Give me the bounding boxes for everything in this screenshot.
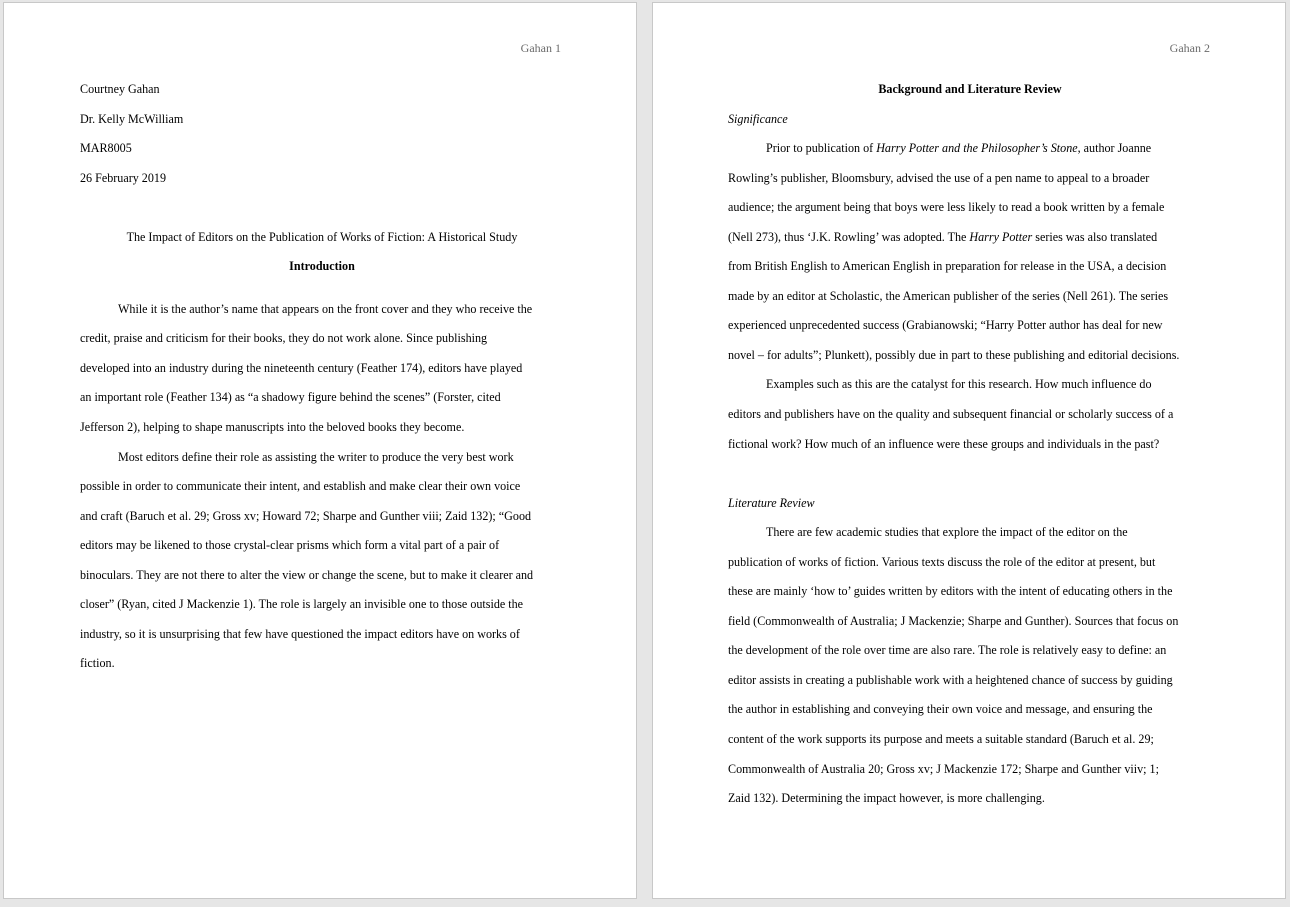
paragraph-line: editors and publishers have on the quality and subsequent financial or scholarly success of a xyxy=(728,407,1174,422)
section-heading-background: Background and Literature Review xyxy=(878,82,1062,96)
author-name: Courtney Gahan xyxy=(80,82,160,96)
subheading-literature-review: Literature Review xyxy=(728,495,815,510)
paragraph-line: Examples such as this are the catalyst for this research. How much influence do xyxy=(766,377,1152,392)
blank-line xyxy=(80,193,564,223)
paragraph-line xyxy=(728,223,1212,253)
paragraph-line: Rowling’s publisher, Bloomsbury, advised the use of a pen name to appeal to a broader xyxy=(728,170,1150,185)
paragraph-line: industry, so it is unsurprising that few have questioned the impact editors have on works of xyxy=(80,626,520,641)
paragraph-line xyxy=(728,134,1212,164)
paragraph-line: these are mainly ‘how to’ guides written by editors with the intent of educating others in the xyxy=(728,584,1173,599)
paragraph-line: fictional work? How much of an influence were these groups and individuals in the past? xyxy=(728,436,1160,451)
subheading-significance: Significance xyxy=(728,111,788,126)
document-page-1[interactable] xyxy=(3,2,637,899)
blank-line xyxy=(80,282,564,295)
paragraph-line: and craft (Baruch et al. 29; Gross xv; Howard 72; Sharpe and Gunther viii; Zaid 132); “Good xyxy=(80,508,532,523)
page-1-body[interactable] xyxy=(80,75,564,679)
section-heading-introduction: Introduction xyxy=(289,259,355,274)
paragraph-line: from British English to American English in preparation for release in the USA, a decision xyxy=(728,259,1167,274)
paragraph-line: Zaid 132). Determining the impact however, is more challenging. xyxy=(728,791,1045,806)
text-run: (Nell 273), thus ‘J.K. Rowling’ was adopted. The xyxy=(728,229,970,244)
paragraph-line: made by an editor at Scholastic, the American publisher of the series (Nell 261). The series xyxy=(728,288,1169,303)
paragraph-significance-1 xyxy=(728,134,1212,370)
paragraph-line: editor assists in creating a publishable work with a heightened chance of success by guiding xyxy=(728,672,1173,687)
paragraph-line: Commonwealth of Australia 20; Gross xv; J Mackenzie 172; Sharpe and Gunther viiv; 1; xyxy=(728,761,1159,776)
paragraph-line: experienced unprecedented success (Grabianowski; “Harry Potter author has deal for new xyxy=(728,318,1163,333)
document-page-2[interactable] xyxy=(652,2,1286,899)
paragraph-significance-2 xyxy=(728,370,1212,459)
document-date: 26 February 2019 xyxy=(80,170,166,185)
course-code: MAR8005 xyxy=(80,141,132,156)
paragraph-line: content of the work supports its purpose and meets a suitable standard (Baruch et al. 29; xyxy=(728,732,1154,747)
paragraph-line: While it is the author’s name that appears on the front cover and they who receive the xyxy=(118,301,533,316)
paragraph-line: publication of works of fiction. Various texts discuss the role of the editor at present, but xyxy=(728,554,1156,569)
paragraph-line: possible in order to communicate their intent, and establish and make clear their own voice xyxy=(80,479,521,494)
text-run: , author Joanne xyxy=(1077,141,1152,156)
paragraph-line: developed into an industry during the nineteenth century (Feather 174), editors have played xyxy=(80,360,523,375)
page-2-body[interactable] xyxy=(728,75,1212,814)
series-title: Harry Potter xyxy=(969,229,1033,244)
blank-line xyxy=(728,459,1212,489)
text-run: Prior to publication of xyxy=(766,141,877,156)
book-title: Harry Potter and the Philosopher’s Stone xyxy=(876,141,1078,156)
paragraph-line: Jefferson 2), helping to shape manuscripts into the beloved books they become. xyxy=(80,420,465,435)
paragraph-line: the author in establishing and conveying their own voice and message, and ensuring the xyxy=(728,702,1153,717)
paragraph-line: closer” (Ryan, cited J Mackenzie 1). The role is largely an invisible one to those outside the xyxy=(80,597,524,612)
paragraph-line: editors may be likened to those crystal-clear prisms which form a vital part of a pair of xyxy=(80,538,500,553)
paragraph-line: audience; the argument being that boys were less likely to read a book written by a female xyxy=(728,200,1165,215)
paragraph-literature-review xyxy=(728,518,1212,813)
paragraph-line: field (Commonwealth of Australia; J Mackenzie; Sharpe and Gunther). Sources that focus on xyxy=(728,613,1179,628)
paragraph-line: the development of the role over time are also rare. The role is relatively easy to define: an xyxy=(728,643,1167,658)
instructor-name: Dr. Kelly McWilliam xyxy=(80,111,184,126)
paragraph-line: fiction. xyxy=(80,656,115,671)
paragraph-line: Most editors define their role as assisting the writer to produce the very best work xyxy=(118,449,514,464)
paragraph-line: credit, praise and criticism for their books, they do not work alone. Since publishing xyxy=(80,331,488,346)
paragraph-line: novel – for adults”; Plunkett), possibly due in part to these publishing and editorial decisions. xyxy=(728,347,1180,362)
paragraph-2 xyxy=(80,443,564,679)
paragraph-1 xyxy=(80,295,564,443)
paragraph-line: an important role (Feather 134) as “a shadowy figure behind the scenes” (Forster, cited xyxy=(80,390,501,405)
paragraph-line: binoculars. They are not there to alter the view or change the scene, but to make it clearer and xyxy=(80,567,534,582)
text-run: series was also translated xyxy=(1032,229,1158,244)
paragraph-line: There are few academic studies that explore the impact of the editor on the xyxy=(766,525,1128,540)
running-head: Gahan 1 xyxy=(520,41,561,55)
document-title: The Impact of Editors on the Publication of Works of Fiction: A Historical Study xyxy=(126,229,518,244)
running-head: Gahan 2 xyxy=(1169,41,1210,55)
